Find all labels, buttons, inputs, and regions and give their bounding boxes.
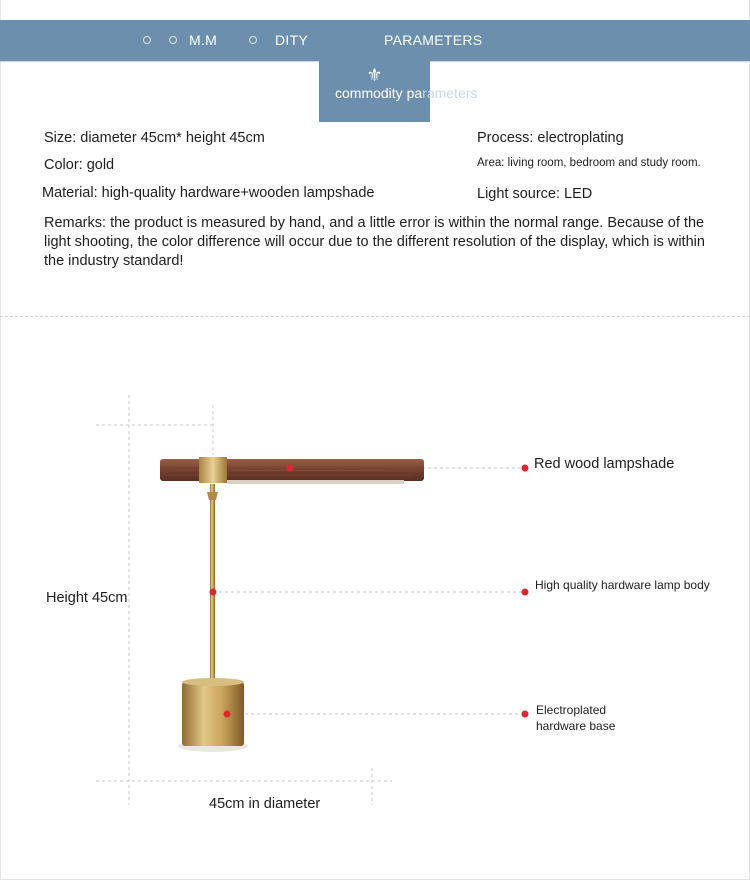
shade-marker <box>287 465 294 472</box>
spec-remarks: Remarks: the product is measured by hand, and a little error is within the normal range. Because of the light shooting, the color difference will occur due to the different resolution of the display, which is within the industry standard! <box>44 215 705 269</box>
spec-light-source: Light source: LED <box>477 186 593 202</box>
callout-shade: Red wood lampshade <box>534 456 675 472</box>
base-callout-marker <box>522 711 529 718</box>
shade-light-strip <box>227 480 404 484</box>
section-title-faded: rameters <box>422 85 478 101</box>
width-label: 45cm in diameter <box>209 796 321 812</box>
lamp-stem <box>210 484 215 680</box>
lamp-base <box>182 682 244 746</box>
spec-size: Size: diameter 45cm* height 45cm <box>44 130 265 146</box>
nav-item-parameters[interactable]: PARAMETERS <box>384 32 483 48</box>
nav-item-mm[interactable]: M.M <box>189 32 218 48</box>
marker-dots <box>210 465 529 718</box>
callout-leaders <box>213 468 524 714</box>
section-title-main: commodity pa <box>335 85 423 101</box>
nav-item-dity[interactable]: DITY <box>275 32 309 48</box>
spec-area: Area: living room, bedroom and study room. <box>477 157 701 169</box>
base-top <box>182 678 244 686</box>
base-marker <box>224 711 231 718</box>
spec-material: Material: high-quality hardware+wooden lampshade <box>42 185 375 201</box>
fleur-de-lis-icon: ⚜ <box>366 65 383 85</box>
spec-process: Process: electroplating <box>477 130 624 146</box>
shade-brass-clamp <box>199 457 227 483</box>
height-label: Height 45cm <box>46 590 128 606</box>
callout-base-line1: Electroplated <box>536 703 607 717</box>
callout-base-line2: hardware base <box>536 719 616 733</box>
body-marker <box>210 589 217 596</box>
spec-color: Color: gold <box>44 157 115 173</box>
shade-callout-marker <box>522 465 529 472</box>
callout-body: High quality hardware lamp body <box>535 578 710 592</box>
stem-joint <box>207 492 218 500</box>
body-callout-marker <box>522 589 529 596</box>
